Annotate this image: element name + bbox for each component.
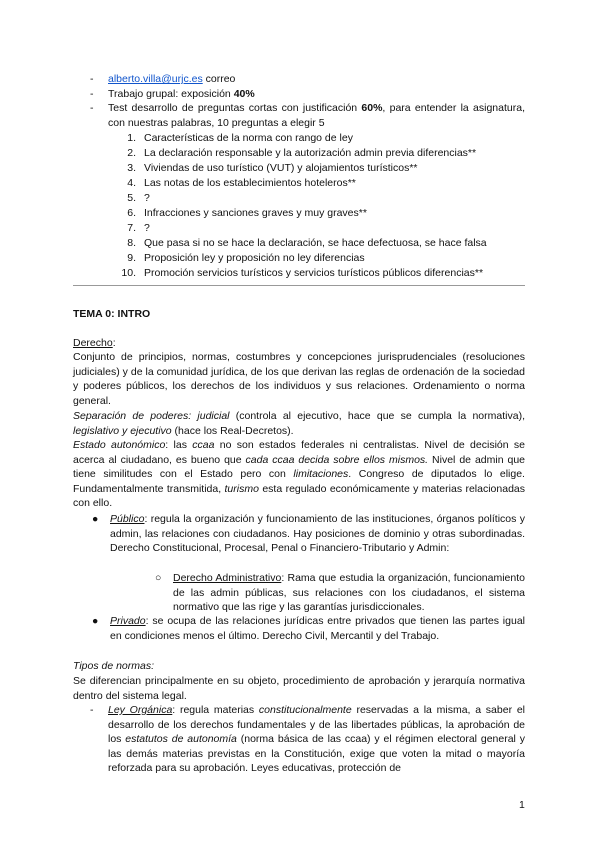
group-work-text: Trabajo grupal: exposición (108, 88, 234, 100)
derecho-definition: Conjunto de principios, normas, costumbres y concepciones jurisprudenciales (resoluciones judiciales) y de la comunidad jurídica, de los que derivan las reglas de ordenación de la sociedad y poderes públicos, los derechos de los individuos y sus relaciones. Ordenamiento o norma general. (73, 351, 525, 407)
list-item-email (90, 72, 525, 87)
publico-text: : regula la organización y funcionamiento de las instituciones, órganos políticos y admin, las relaciones con ciudadanos. Hay posiciones de dominio y otras subordinadas. Derecho Constitucional, Procesal, Penal o Financiero-Tributario y Admin: (110, 513, 525, 554)
bullet-privado (92, 614, 525, 643)
email-suffix: correo (202, 73, 236, 85)
email-link[interactable]: alberto.villa@urjc.es (108, 73, 203, 85)
list-item-group-work (90, 87, 525, 102)
ley-label: Ley Orgánica (108, 704, 173, 716)
question-item: 5. ? (127, 192, 150, 204)
test-suffix: , para entender la asignatura, con nuestras palabras, 10 preguntas a elegir 5 (108, 102, 525, 129)
group-work-pct: 40% (233, 88, 255, 100)
bullet-dot: ● (92, 513, 99, 525)
question-item: 4. Las notas de los establecimientos hoteleros** (127, 177, 356, 189)
question-item: 8. Que pasa si no se hace la declaración, se hace defectuosa, se hace falsa (127, 237, 487, 249)
question-item: 6. Infracciones y sanciones graves y muy graves** (127, 207, 367, 219)
dash-bullet: - (90, 88, 94, 100)
bullet-dot: ● (92, 615, 99, 627)
test-text: Test desarrollo de preguntas cortas con justificación (108, 102, 362, 114)
page-number: 1 (519, 799, 525, 811)
question-item: 9. Proposición ley y proposición no ley diferencias (127, 252, 365, 264)
tipos-normas-label: Tipos de normas: (73, 660, 155, 672)
horizontal-rule (73, 285, 525, 286)
dash-bullet: - (90, 73, 94, 85)
derecho-label: Derecho: (73, 337, 116, 349)
question-item: 7. ? (127, 222, 150, 234)
privado-text: : se ocupa de las relaciones jurídicas entre privados que tienen las partes igual en condiciones menos el último. Derecho Civil, Mercantil y del Trabajo. (110, 615, 525, 642)
section-heading: TEMA 0: INTRO (73, 308, 151, 320)
bullet-publico (92, 512, 525, 556)
question-item: 2. La declaración responsable y la autorización admin previa diferencias** (127, 147, 477, 159)
question-item: 10. Promoción servicios turísticos y servicios turísticos públicos diferencias** (121, 267, 484, 279)
bullet-circle: ○ (155, 572, 162, 584)
publico-label: Público (110, 513, 145, 525)
dash-bullet: - (90, 704, 94, 716)
list-item-ley-organica: - Ley Orgánica: regula materias constitucionalmente reservadas a la misma, a saber el desarrollo de los derechos fundamentales y de las libertades públicas, la aprobación de los estatutos de autonomía (norma básica de las ccaa) y el régimen electoral general y las demás materias previstas en la Constitución, exige que voten la mitad o mayoría reforzada para su aprobación. Leyes educativas, protección de (90, 704, 525, 774)
dash-bullet: - (90, 102, 94, 114)
admin-text: : Rama que estudia la organización, funcionamiento de las admin públicas, sus relaciones con los ciudadanos, el sistema normativo que las rige y las garantías jurisdiccionales. (173, 572, 525, 613)
admin-label: Derecho Administrativo (173, 572, 282, 584)
question-item: 1. Características de la norma con rango de ley (127, 132, 353, 144)
bullet-derecho-administrativo (155, 571, 525, 615)
privado-label: Privado (110, 615, 146, 627)
test-pct: 60% (361, 102, 383, 114)
question-item: 3. Viviendas de uso turístico (VUT) y alojamientos turísticos** (127, 162, 418, 174)
estado-autonomico: Estado autonómico: las ccaa no son estados federales ni centralistas. Nivel de decisión se acerca al ciudadano, es bueno que cada ccaa decida sobre ellos mismos. Nivel de admin que tiene similitudes con el Estado pero con limitaciones. Congreso de diputados lo elige. Fundamentalmente transmitida, turismo esta regulado económicamente y materias relacionadas con ello. (73, 439, 526, 509)
separacion-poderes: Separación de poderes: judicial (controla al ejecutivo, hace que se cumpla la normativa), legislativo y ejecutivo (hace los Real-Decretos). (73, 410, 525, 437)
tipos-normas-text: Se diferencian principalmente en su objeto, procedimiento de aprobación y jerarquía normativa dentro del sistema legal. (73, 675, 525, 702)
list-item-test (90, 101, 525, 130)
